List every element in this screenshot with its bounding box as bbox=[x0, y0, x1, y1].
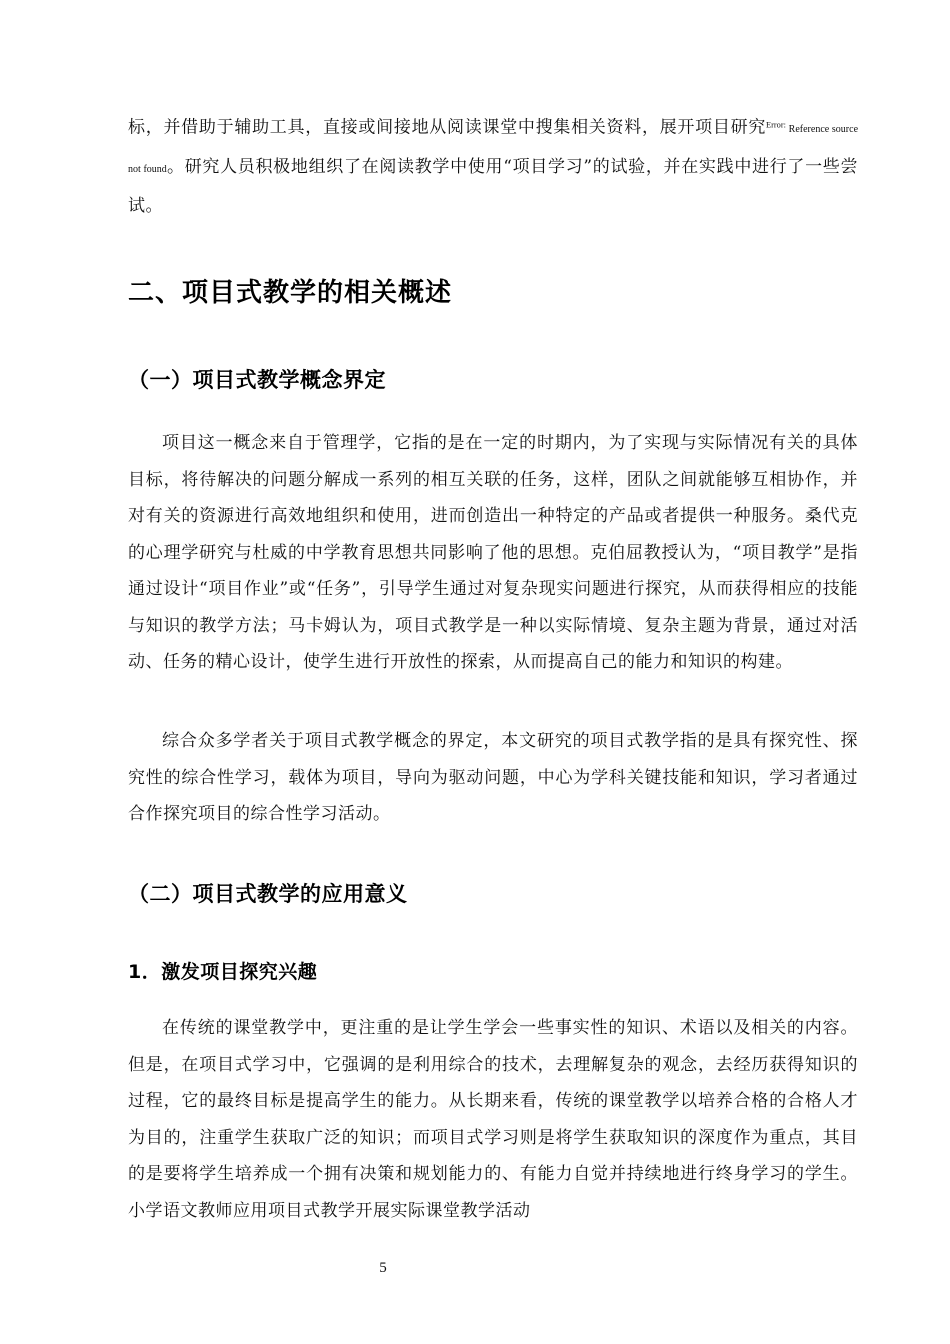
subsection-heading: （二）项目式教学的应用意义 bbox=[128, 882, 408, 906]
page-number: 5 bbox=[379, 1260, 387, 1276]
reference-error-line1: Error: bbox=[766, 121, 786, 130]
reference-error-line2: Reference source not found bbox=[128, 124, 859, 175]
paragraph-text: 标，并借助于辅助工具，直接或间接地从阅读课堂中搜集相关资料，展开项目研究 bbox=[128, 117, 767, 138]
subsubsection-heading: 1．激发项目探究兴趣 bbox=[128, 961, 318, 983]
paragraph: 综合众多学者关于项目式教学概念的界定，本文研究的项目式教学指的是具有探究性、探究性的综合性学习，载体为项目，导向为驱动问题，中心为学科关键技能和知识，学习者通过合作探究项目的综合性学习活动。 bbox=[128, 731, 858, 824]
section-heading: 二、项目式教学的相关概述 bbox=[128, 278, 453, 308]
paragraph: 项目这一概念来自于管理学，它指的是在一定的时期内，为了实现与实际情况有关的具体目标，将待解决的问题分解成一系列的相互关联的任务，这样，团队之间就能够互相协作，并对有关的资源进行高效地组织和使用，进而创造出一种特定的产品或者提供一种服务。桑代克的心理学研究与杜威的中学教育思想共同影响了他的思想。克伯屈教授认为，“项目教学”是指通过设计“项目作业”或“任务”，引导学生通过对复杂现实问题进行探究，从而获得相应的技能与知识的教学方法；马卡姆认为，项目式教学是一种以实际情境、复杂主题为背景，通过对活动、任务的精心设计，使学生进行开放性的探索，从而提高自己的能力和知识的构建。 bbox=[128, 433, 858, 672]
paragraph-continued bbox=[128, 108, 858, 225]
paragraph-text: 。研究人员积极地组织了在阅读教学中使用“项目学习”的试验，并在实践中进行了一些尝试。 bbox=[128, 156, 858, 217]
paragraph: 在传统的课堂教学中，更注重的是让学生学会一些事实性的知识、术语以及相关的内容。但是，在项目式学习中，它强调的是利用综合的技术，去理解复杂的观念，去经历获得知识的过程，它的最终目标是提高学生的能力。从长期来看，传统的课堂教学以培养合格的合格人才为目的，注重学生获取广泛的知识；而项目式学习则是将学生获取知识的深度作为重点，其目的是要将学生培养成一个拥有决策和规划能力的、有能力自觉并持续地进行终身学习的学生。小学语文教师应用项目式教学开展实际课堂教学活动 bbox=[128, 1018, 858, 1221]
subsection-heading: （一）项目式教学概念界定 bbox=[128, 368, 386, 392]
